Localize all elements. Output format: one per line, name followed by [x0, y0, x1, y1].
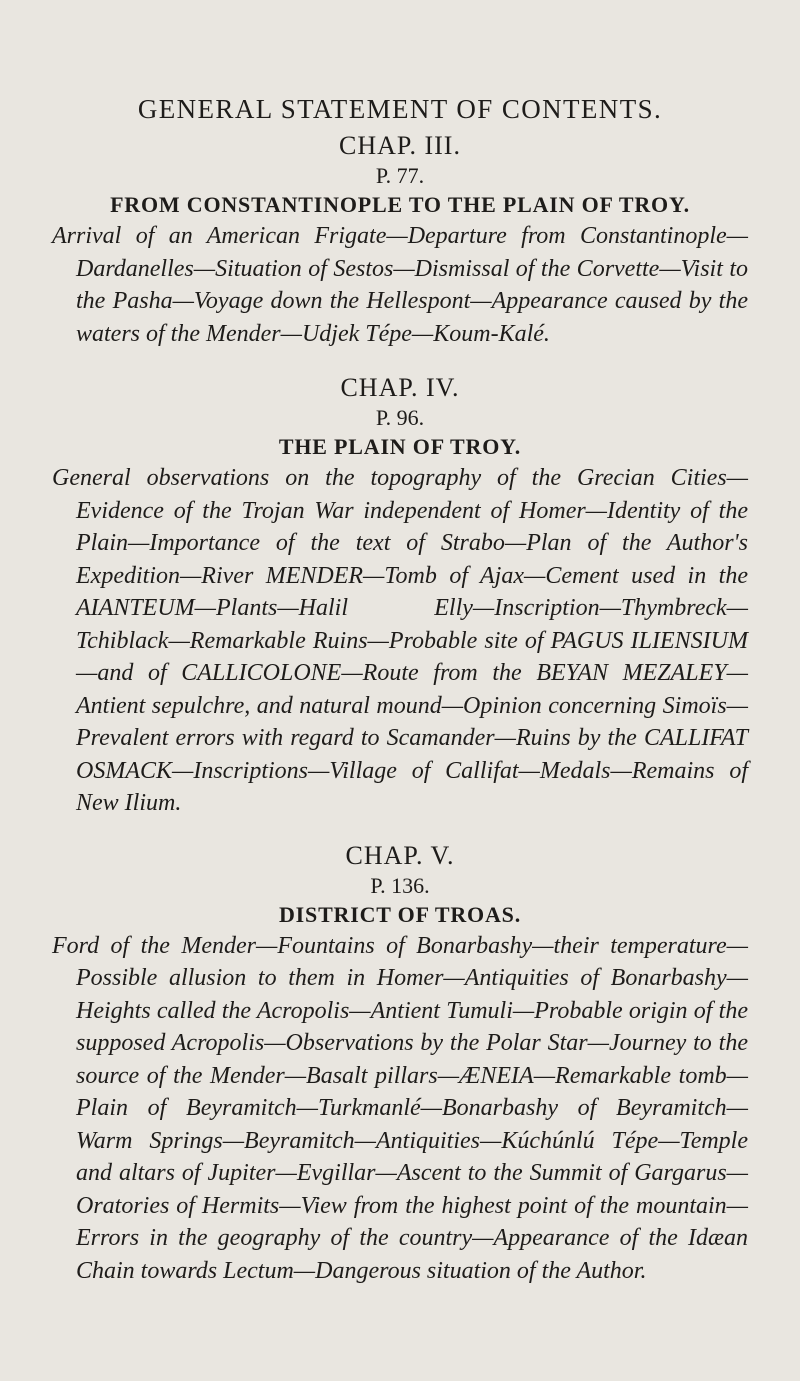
chapter-title: THE PLAIN OF TROY.: [278, 434, 522, 459]
chapter-number: CHAP. IV.: [340, 373, 460, 402]
chapter-entry: [52, 840, 748, 1288]
chapter-entry: [52, 372, 748, 820]
page-reference: P. 96.: [375, 405, 425, 430]
running-head: GENERAL STATEMENT OF CONTENTS.: [137, 94, 663, 124]
chapter-summary: Arrival of an American Frigate—Departure from Constantinople—Dardanelles—Situation of Sestos—Dismissal of the Corvette—Visit to the Pasha—Voyage down the Hellespont—Appearance caused by the waters of the Mender—Udjek Tépe—Koum-Kalé.: [52, 223, 748, 347]
chapter-number: CHAP. V.: [345, 840, 455, 870]
chapter-title: DISTRICT OF TROAS.: [278, 901, 521, 927]
page-reference: P. 136.: [370, 872, 430, 898]
chapter-number: CHAP. III.: [339, 131, 461, 160]
chapter-title: FROM CONSTANTINOPLE TO THE PLAIN OF TROY.: [110, 192, 690, 217]
chapter-summary: Ford of the Mender—Fountains of Bonarbashy—their temperature—Possible allusion to them in Homer—Antiquities of Bonarbashy—Heights called the Acropolis—Antient Tumuli—Probable origin of the supposed Acropolis—Observations by the Polar Star—Journey to the source of the Mender—Basalt pillars—ÆNEIA—Remarkable tomb—Plain of Beyramitch—Turkmanlé—Bonarbashy of Beyramitch—Warm Springs—Beyramitch—Antiquities—Kúchúnlú Tépe—Temple and altars of Jupiter—Evgillar—Ascent to the Summit of Gargarus—Oratories of Hermits—View from the highest point of the mountain—Errors in the geography of the country—Appearance of the Idæan Chain towards Lectum—Dangerous situation of the Author.: [52, 932, 748, 1284]
page-reference: P. 77.: [375, 163, 425, 188]
chapter-summary: General observations on the topography of the Grecian Cities—Evidence of the Trojan War independent of Homer—Identity of the Plain—Importance of the text of Strabo—Plan of the Author's Expedition—River MENDER—Tomb of Ajax—Cement used in the AIANTEUM—Plants—Halil Elly—Inscription—Thymbreck—Tchiblack—Remarkable Ruins—Probable site of PAGUS ILIENSIUM—and of CALLICOLONE—Route from the BEYAN MEZALEY—Antient sepulchre, and natural mound—Opinion concerning Simoïs—Prevalent errors with regard to Scamander—Ruins by the CALLIFAT OSMACK—Inscriptions—Village of Callifat—Medals—Remains of New Ilium.: [52, 465, 748, 816]
chapter-entry: [52, 130, 748, 350]
